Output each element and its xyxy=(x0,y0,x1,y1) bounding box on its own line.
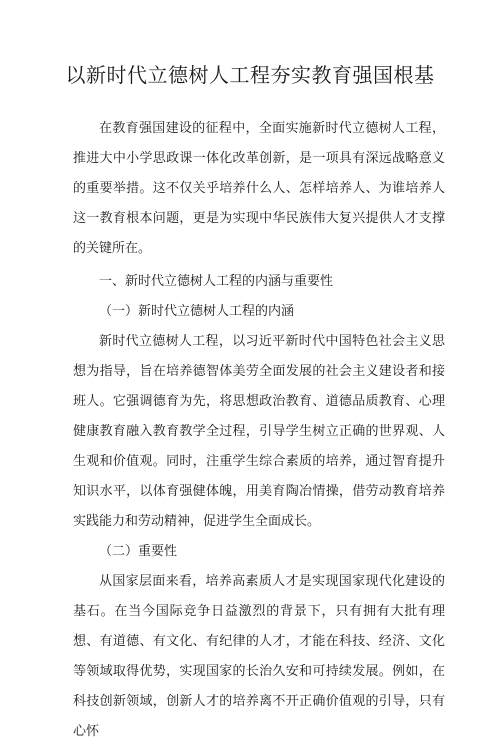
subsection-heading: （一）新时代立德树人工程的内涵 xyxy=(99,304,295,319)
subsection-heading-2: （二）重要性 xyxy=(99,544,178,559)
subsection-paragraph: 新时代立德树人工程，以习近平新时代中国特色社会主义思想为指导，旨在培养德智体美劳全面发展的社会主义建设者和接班人。它强调德育为先，将思想政治教育、道德品质教育、心理健康教育融入教育教学全过程，引导学生树立正确的世界观、人生观和价值观。同时，注重学生综合素质的培养，通过智育提升知识水平，以体育强健体魄，用美育陶冶情操，借劳动教育培养实践能力和劳动精神，促进学生全面成长。 xyxy=(73,334,445,529)
document-title: 以新时代立德树人工程夯实教育强国根基 xyxy=(65,63,435,87)
section-heading: 一、新时代立德树人工程的内涵与重要性 xyxy=(99,274,334,289)
document-body xyxy=(73,114,445,747)
subsection-paragraph-2: 从国家层面来看，培养高素质人才是实现国家现代化建设的基石。在当今国际竞争日益激烈的背景下，只有拥有大批有理想、有道德、有文化、有纪律的人才，才能在科技、经济、文化等领域取得优势，实现国家的长治久安和可持续发展。例如，在科技创新领域，创新人才的培养离不开正确价值观的引导，只有心怀 xyxy=(73,574,445,739)
intro-paragraph: 在教育强国建设的征程中，全面实施新时代立德树人工程，推进大中小学思政课一体化改革创新，是一项具有深远战略意义的重要举措。这不仅关乎培养什么人、怎样培养人、为谁培养人这一教育根本问题，更是为实现中华民族伟大复兴提供人才支撑的关键所在。 xyxy=(73,121,445,256)
